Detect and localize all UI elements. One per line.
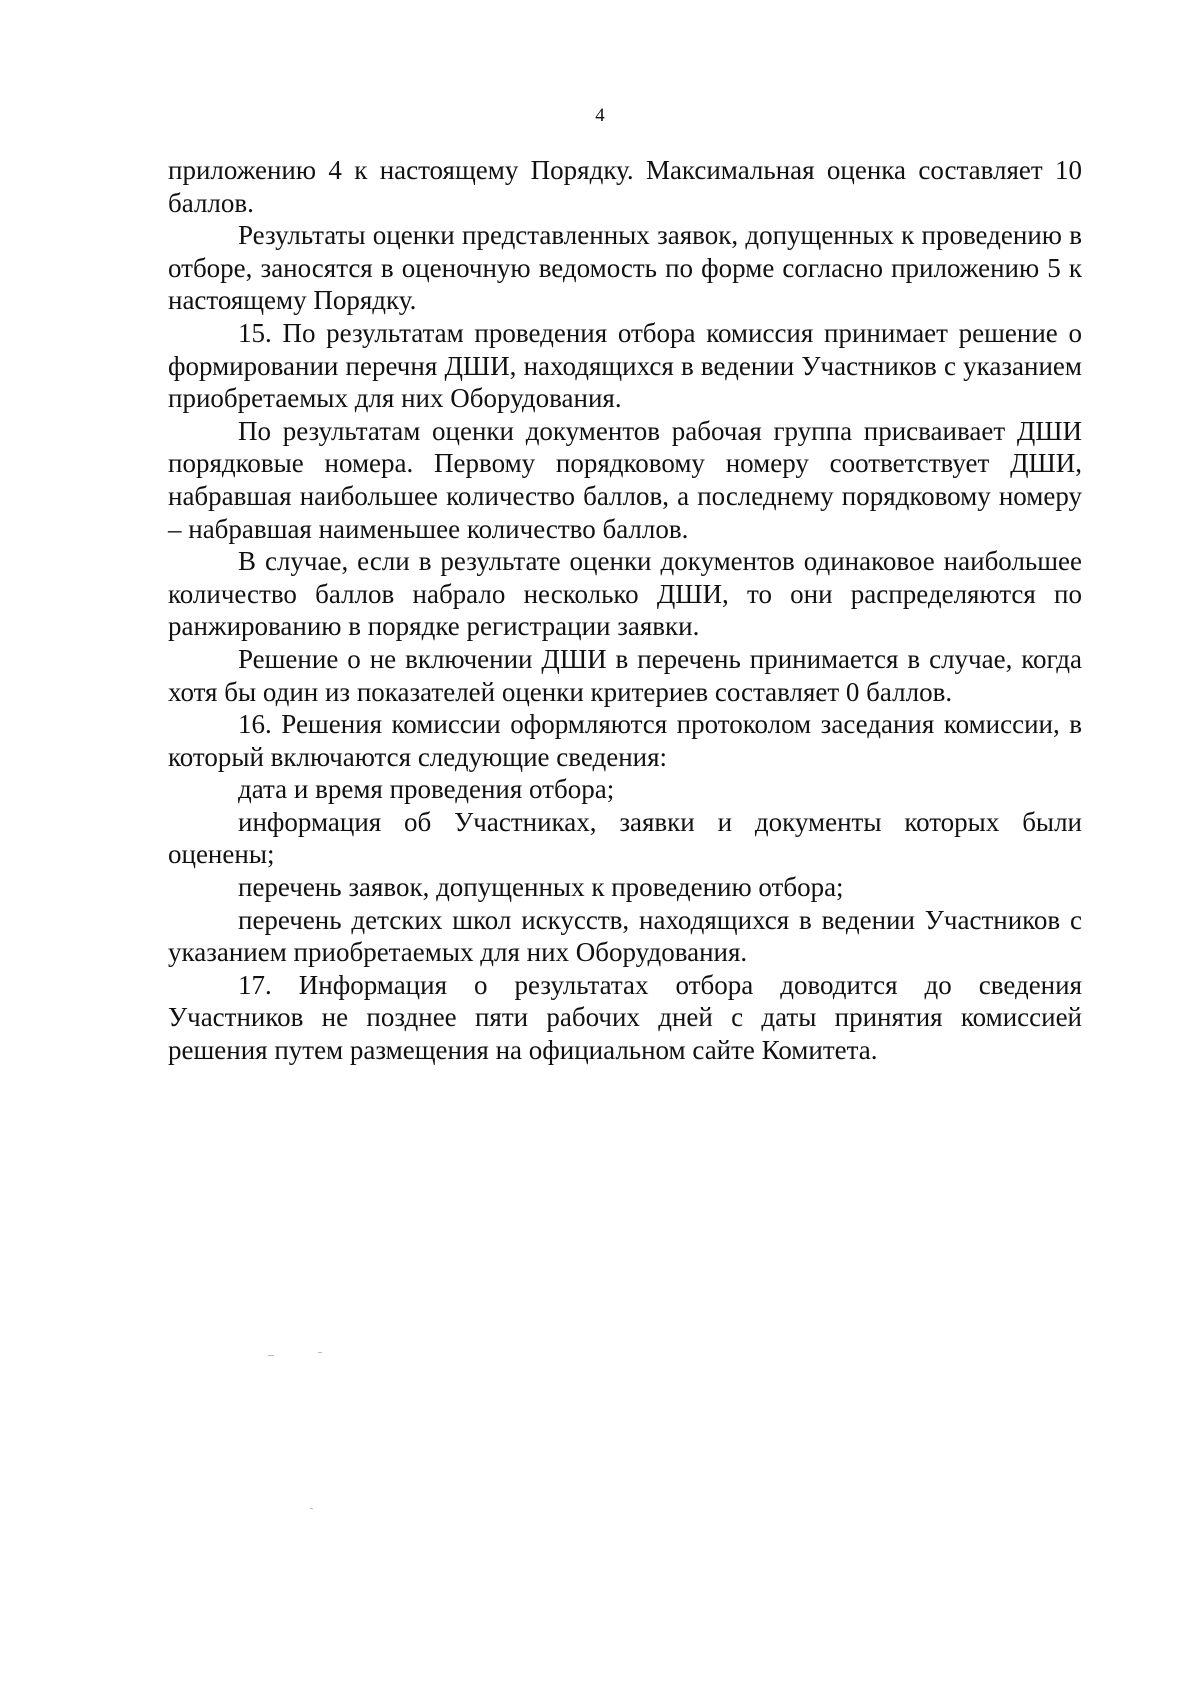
paragraph-continuation: приложению 4 к настоящему Порядку. Максимальная оценка составляет 10 баллов. [168, 155, 1082, 218]
list-item-admitted-applications: перечень заявок, допущенных к проведению отбора; [238, 872, 844, 903]
paragraph-exclusion: Решение о не включении ДШИ в перечень принимается в случае, когда хотя бы один из показателей оценки критериев составляет 0 баллов. [168, 643, 1082, 707]
document-body [168, 154, 1082, 1067]
list-item-schools-list: перечень детских школ искусств, находящихся в ведении Участников с указанием приобретаемых для них Оборудования. [168, 904, 1082, 968]
paragraph-item-17: 17. Информация о результатах отбора доводится до сведения Участников не позднее пяти рабочих дней с даты принятия комиссией решения путем размещения на официальном сайте Комитета. [168, 969, 1082, 1066]
list-item-participants-info: информация об Участниках, заявки и документы которых были оценены; [168, 806, 1082, 870]
page-number: 4 [595, 105, 605, 126]
paragraph-tie-break: В случае, если в результате оценки документов одинаковое наибольшее количество баллов набрало несколько ДШИ, то они распределяются по ранжированию в порядке регистрации заявки. [168, 546, 1082, 642]
paragraph-evaluation-results: Результаты оценки представленных заявок, допущенных к проведению в отборе, заносятся в оценочную ведомость по форме согласно приложению 5 к настоящему Порядку. [168, 220, 1082, 316]
paragraph-ordering: По результатам оценки документов рабочая группа присваивает ДШИ порядковые номера. Первому порядковому номеру соответствует ДШИ, набравшая наибольшее количество баллов, а последнему порядковому номеру – набравшая наименьшее количество баллов. [168, 415, 1082, 544]
scan-artifact [318, 1352, 322, 1353]
paragraph-item-16: 16. Решения комиссии оформляются протоколом заседания комиссии, в который включаются следующие сведения: [168, 709, 1082, 772]
paragraph-item-15: 15. По результатам проведения отбора комиссия принимает решение о формировании перечня ДШИ, находящихся в ведении Участников с указанием приобретаемых для них Оборудования. [168, 317, 1082, 414]
scan-artifact [268, 1355, 274, 1356]
list-item-date-time: дата и время проведения отбора; [238, 774, 615, 805]
scan-artifact [310, 1508, 313, 1509]
